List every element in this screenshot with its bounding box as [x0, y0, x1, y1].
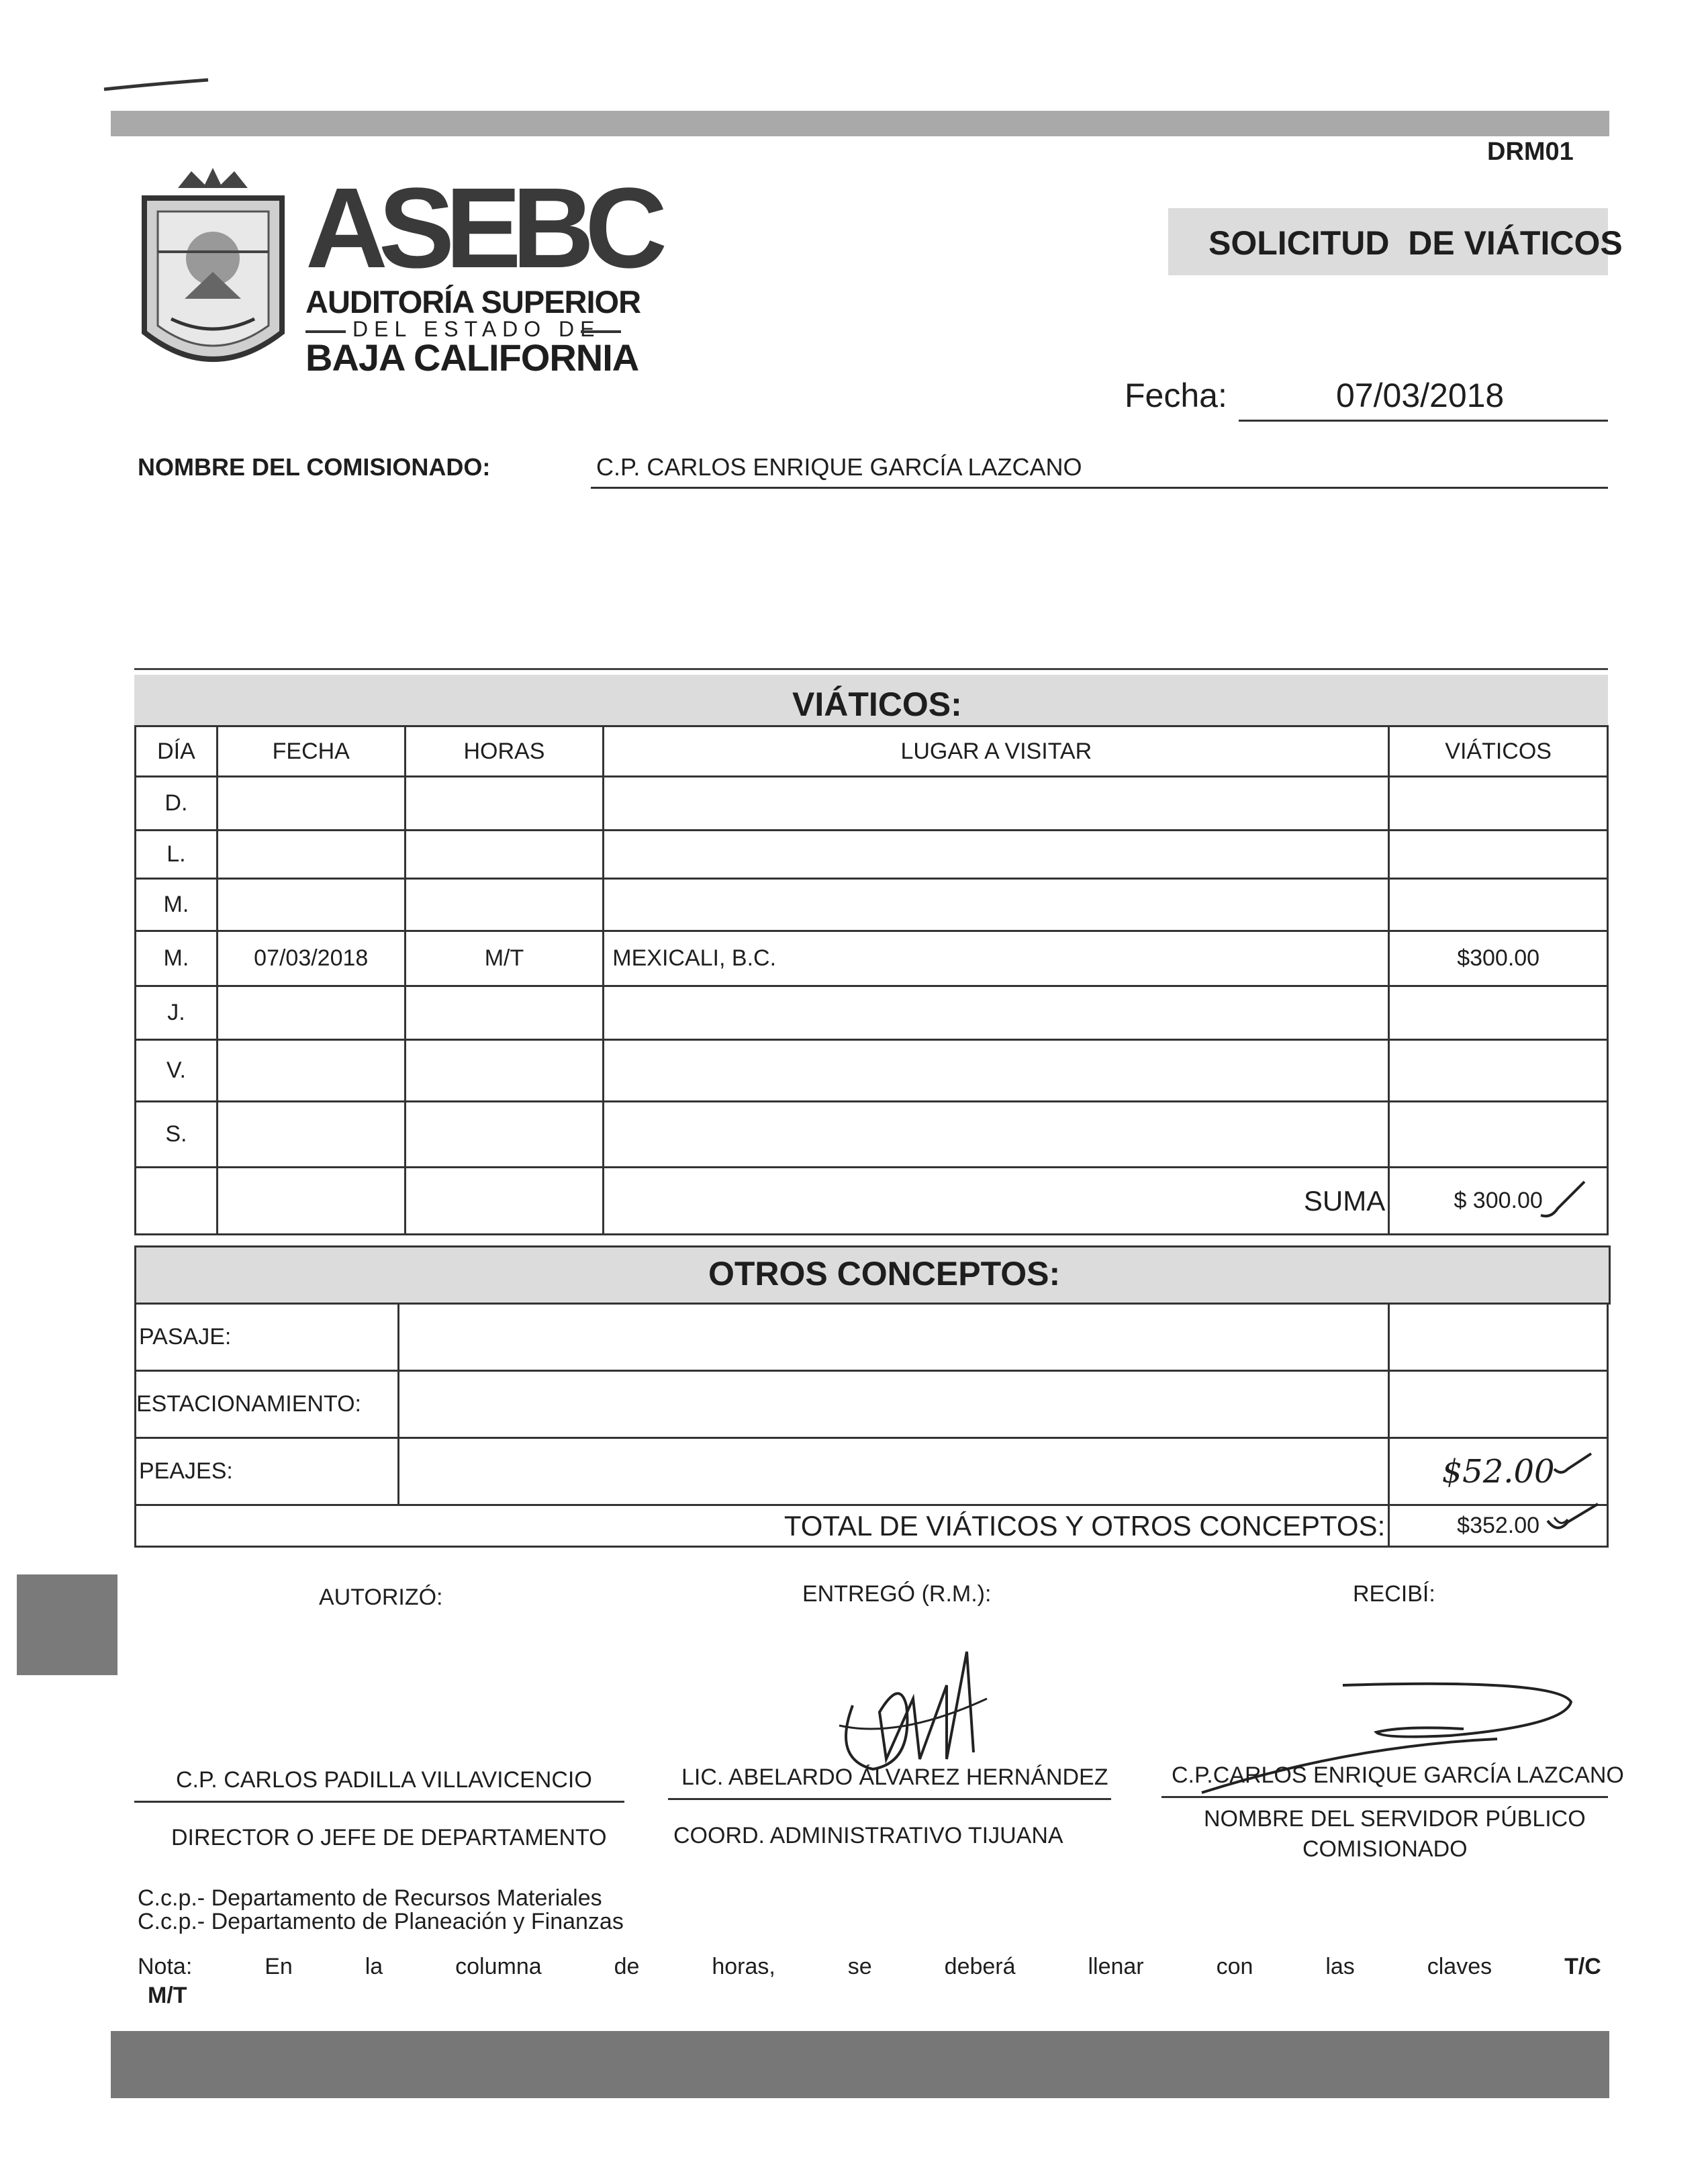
otros-value — [1389, 1371, 1608, 1438]
comisionado-label: NOMBRE DEL COMISIONADO: — [138, 453, 491, 481]
asebc-logo — [305, 164, 659, 292]
row-fecha — [217, 777, 405, 831]
recibi-role-1: NOMBRE DEL SERVIDOR PÚBLICO — [1204, 1806, 1586, 1832]
header-bar — [111, 111, 1609, 136]
entrego-name: LIC. ABELARDO ÁLVAREZ HERNÁNDEZ — [681, 1764, 1108, 1790]
check-mark-icon — [1537, 1178, 1591, 1225]
logo-line3: BAJA CALIFORNIA — [305, 336, 639, 379]
suma-row — [136, 1168, 1608, 1235]
row-lugar — [604, 986, 1389, 1040]
ccp-line-2: C.c.p.- Departamento de Planeación y Finanzas — [138, 1909, 624, 1934]
row-fecha — [217, 879, 405, 931]
row-dia: J. — [136, 986, 218, 1040]
row-fecha: 07/03/2018 — [217, 931, 405, 986]
row-fecha — [217, 1040, 405, 1102]
nota-word: de — [614, 1954, 640, 1979]
nota-word: horas, — [712, 1954, 775, 1979]
viaticos-title: VIÁTICOS: — [792, 686, 962, 723]
recibi-underline — [1161, 1796, 1608, 1798]
row-lugar — [604, 831, 1389, 879]
logo-line2: DEL ESTADO DE — [352, 317, 601, 341]
header-dia: DÍA — [136, 726, 218, 777]
recibi-label: RECIBÍ: — [1353, 1581, 1435, 1607]
viaticos-table — [134, 725, 1609, 1235]
nota-line-2: M/T — [148, 1983, 187, 2008]
recibi-name: C.P.CARLOS ENRIQUE GARCÍA LAZCANO — [1172, 1762, 1624, 1788]
suma-value: $ 300.00 — [1389, 1168, 1608, 1235]
total-row — [136, 1505, 1608, 1547]
list-item — [136, 1304, 1608, 1371]
autorizo-underline — [134, 1801, 624, 1803]
row-lugar — [604, 777, 1389, 831]
row-horas — [405, 986, 604, 1040]
nota-word: las — [1325, 1954, 1355, 1979]
viaticos-top-rule — [134, 668, 1608, 670]
header-fecha: FECHA — [217, 726, 405, 777]
otros-label: PASAJE: — [136, 1304, 399, 1371]
row-lugar — [604, 1040, 1389, 1102]
autorizo-label: AUTORIZÓ: — [319, 1585, 443, 1610]
comisionado-value: C.P. CARLOS ENRIQUE GARCÍA LAZCANO — [596, 453, 1082, 481]
logo-acronym: ASEBC — [305, 164, 659, 292]
otros-label: PEAJES: — [136, 1438, 399, 1505]
suma-label: SUMA — [604, 1168, 1389, 1235]
total-label: TOTAL DE VIÁTICOS Y OTROS CONCEPTOS: — [136, 1505, 1389, 1547]
autorizo-name: C.P. CARLOS PADILLA VILLAVICENCIO — [176, 1767, 592, 1793]
nota-word: claves — [1427, 1954, 1492, 1979]
nota-word: se — [847, 1954, 872, 1979]
check-mark-icon — [1551, 1450, 1598, 1480]
row-lugar — [604, 879, 1389, 931]
fecha-label: Fecha: — [1125, 377, 1227, 414]
suma-empty-3 — [405, 1168, 604, 1235]
table-row — [136, 1102, 1608, 1168]
logo-rule-right — [581, 330, 621, 333]
row-fecha — [217, 1102, 405, 1168]
row-horas: M/T — [405, 931, 604, 986]
row-viaticos — [1389, 777, 1608, 831]
table-row — [136, 986, 1608, 1040]
header-lugar: LUGAR A VISITAR — [604, 726, 1389, 777]
row-horas — [405, 831, 604, 879]
check-mark-icon — [1544, 1501, 1605, 1541]
otros-blank — [398, 1304, 1388, 1371]
table-row — [136, 777, 1608, 831]
row-horas — [405, 1102, 604, 1168]
logo-line1: AUDITORÍA SUPERIOR — [305, 284, 641, 320]
signature-entrego — [812, 1625, 1014, 1786]
entrego-role: COORD. ADMINISTRATIVO TIJUANA — [673, 1823, 1063, 1848]
row-viaticos — [1389, 879, 1608, 931]
otros-table — [134, 1303, 1609, 1548]
scan-mark — [101, 70, 215, 97]
total-value: $352.00 — [1389, 1505, 1608, 1547]
row-horas — [405, 1040, 604, 1102]
fecha-underline — [1239, 420, 1608, 422]
row-dia: M. — [136, 931, 218, 986]
nota-word: T/C — [1564, 1954, 1601, 1979]
row-horas — [405, 777, 604, 831]
entrego-label: ENTREGÓ (R.M.): — [802, 1581, 992, 1607]
recibi-role-2: COMISIONADO — [1302, 1836, 1468, 1862]
otros-label: ESTACIONAMIENTO: — [136, 1371, 399, 1438]
row-lugar — [604, 1102, 1389, 1168]
row-dia: D. — [136, 777, 218, 831]
table-row — [136, 1040, 1608, 1102]
row-fecha — [217, 831, 405, 879]
header-horas: HORAS — [405, 726, 604, 777]
footer-bar — [111, 2031, 1609, 2098]
suma-empty-1 — [136, 1168, 218, 1235]
nota-word: deberá — [944, 1954, 1016, 1979]
row-viaticos: $300.00 — [1389, 931, 1608, 986]
row-horas — [405, 879, 604, 931]
autorizo-role: DIRECTOR O JEFE DE DEPARTAMENTO — [171, 1825, 607, 1850]
row-viaticos — [1389, 831, 1608, 879]
row-dia: S. — [136, 1102, 218, 1168]
viaticos-header-row — [136, 726, 1608, 777]
nota-word: llenar — [1088, 1954, 1144, 1979]
nota-word: En — [265, 1954, 293, 1979]
otros-title: OTROS CONCEPTOS: — [708, 1255, 1061, 1292]
nota-text — [138, 1954, 1601, 1980]
list-item — [136, 1371, 1608, 1438]
table-row — [136, 931, 1608, 986]
row-lugar: MEXICALI, B.C. — [604, 931, 1389, 986]
nota-word: columna — [455, 1954, 542, 1979]
logo-rule-left — [305, 330, 346, 333]
otros-value — [1389, 1304, 1608, 1371]
comisionado-underline — [591, 487, 1608, 489]
peajes-value: $52.00 — [1389, 1438, 1608, 1505]
form-code: DRM01 — [1487, 138, 1574, 166]
state-seal-logo — [138, 164, 289, 386]
row-viaticos — [1389, 1040, 1608, 1102]
otros-blank — [398, 1371, 1388, 1438]
nota-word: con — [1216, 1954, 1253, 1979]
nota-word: la — [365, 1954, 383, 1979]
otros-blank — [398, 1438, 1388, 1505]
nota-word: Nota: — [138, 1954, 193, 1979]
row-dia: M. — [136, 879, 218, 931]
entrego-underline — [668, 1798, 1111, 1800]
row-dia: L. — [136, 831, 218, 879]
row-dia: V. — [136, 1040, 218, 1102]
row-viaticos — [1389, 1102, 1608, 1168]
table-row — [136, 879, 1608, 931]
list-item — [136, 1438, 1608, 1505]
table-row — [136, 831, 1608, 879]
header-viaticos: VIÁTICOS — [1389, 726, 1608, 777]
row-viaticos — [1389, 986, 1608, 1040]
suma-empty-2 — [217, 1168, 405, 1235]
form-title: SOLICITUD DE VIÁTICOS — [1208, 224, 1623, 262]
fecha-value: 07/03/2018 — [1336, 377, 1505, 414]
scan-shadow — [17, 1574, 117, 1675]
row-fecha — [217, 986, 405, 1040]
ccp-line-1: C.c.p.- Departamento de Recursos Materiales — [138, 1885, 602, 1911]
